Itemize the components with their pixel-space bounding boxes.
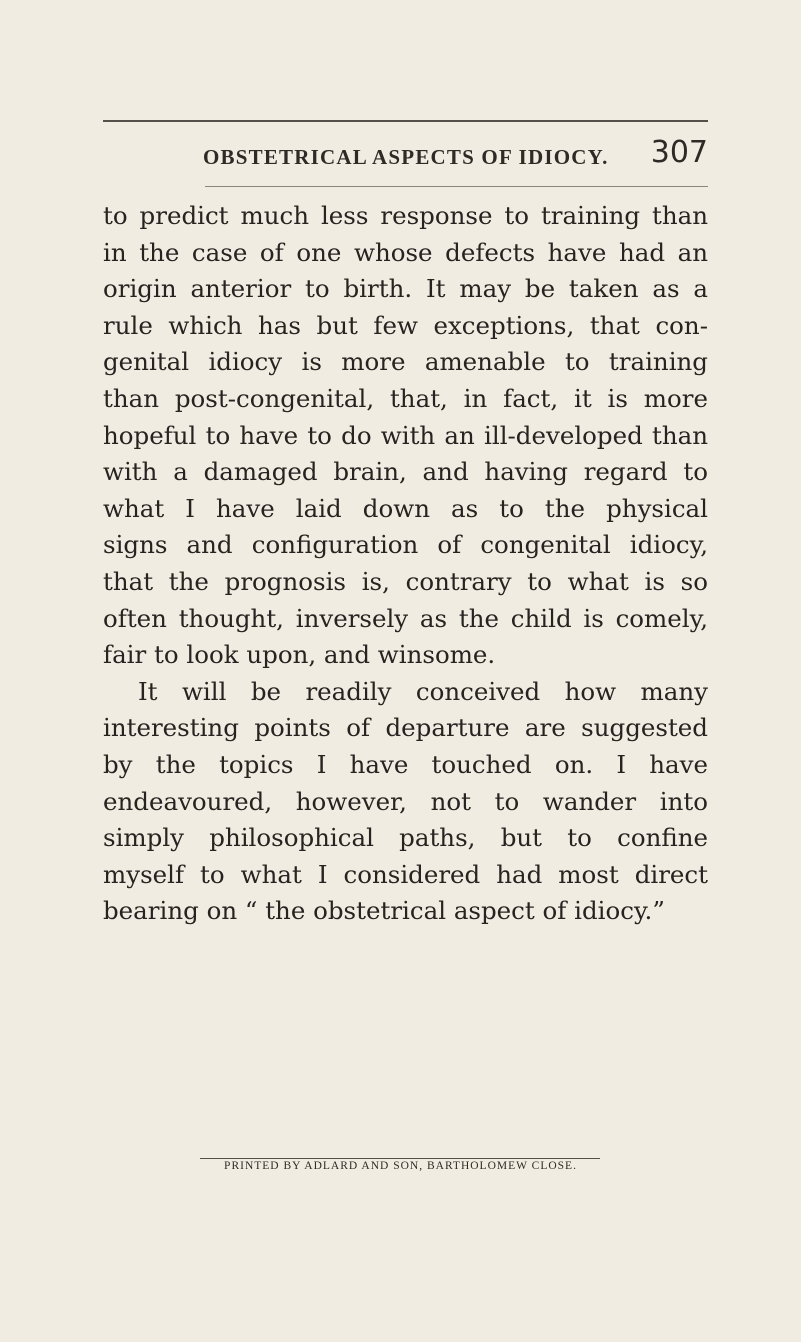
top-rule — [103, 120, 708, 122]
text-line: origin anterior to birth. It may be taken as a — [103, 274, 708, 304]
page-number: 307 — [650, 135, 708, 170]
text-line: rule which has but few exceptions, that con- — [103, 310, 708, 340]
text-line: that the prognosis is, contrary to what is so — [103, 566, 708, 596]
text-line: hopeful to have to do with an ill-developed than — [103, 420, 708, 450]
text-line: genital idiocy is more amenable to training — [103, 347, 708, 377]
text-line: signs and configuration of congenital idiocy, — [103, 530, 708, 560]
footer-rule — [200, 1158, 600, 1159]
paragraph-end-line: fair to look upon, and winsome. — [103, 640, 496, 670]
running-title: OBSTETRICAL ASPECTS OF IDIOCY. — [203, 145, 609, 169]
printer-imprint: PRINTED BY ADLARD AND SON, BARTHOLOMEW CLOSE. — [224, 1160, 577, 1172]
text-line: with a damaged brain, and having regard to — [103, 457, 708, 487]
text-line: endeavoured, however, not to wander into — [103, 786, 708, 816]
body-text — [103, 198, 708, 930]
text-line: in the case of one whose defects have had an — [103, 237, 708, 267]
text-line: simply philosophical paths, but to confine — [103, 823, 708, 853]
text-line: by the topics I have touched on. I have — [103, 749, 708, 779]
text-line: myself to what I considered had most direct — [103, 859, 708, 889]
text-line: to predict much less response to training than — [103, 201, 708, 230]
running-head — [203, 135, 708, 175]
paragraph-end-line: bearing on “ the obstetrical aspect of idiocy.” — [103, 896, 665, 926]
text-line: It will be readily conceived how many — [138, 676, 708, 706]
text-line: than post-congenital, that, in fact, it is more — [103, 383, 708, 413]
text-line: often thought, inversely as the child is comely, — [103, 603, 708, 633]
text-line: what I have laid down as to the physical — [103, 493, 708, 523]
text-line: interesting points of departure are suggested — [103, 713, 708, 743]
header-rule — [205, 186, 708, 187]
